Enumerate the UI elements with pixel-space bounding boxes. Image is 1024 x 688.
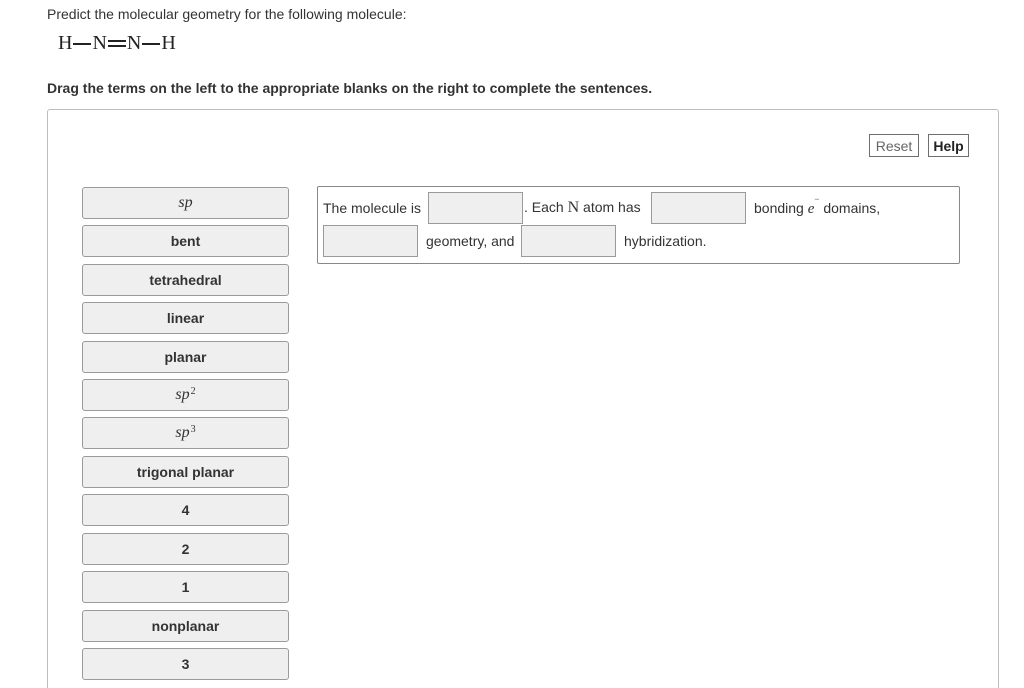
nitrogen-symbol: N	[567, 199, 580, 216]
term-tetrahedral[interactable]	[82, 264, 289, 296]
term-label: sp	[175, 386, 190, 403]
term-superscript: 2	[190, 385, 196, 397]
term-nonplanar[interactable]	[82, 610, 289, 642]
term-sp3[interactable]	[82, 417, 289, 449]
blank-hybridization[interactable]	[521, 225, 616, 257]
reset-button[interactable]: Reset	[869, 134, 919, 157]
blank-domain-count[interactable]	[651, 192, 746, 224]
term-label: 1	[181, 579, 190, 595]
sentence-text: geometry, and	[426, 233, 515, 249]
term-label: 2	[181, 541, 190, 557]
term-label: 4	[181, 502, 190, 518]
blank-molecular-geometry[interactable]	[428, 192, 523, 224]
term-label: tetrahedral	[149, 272, 222, 288]
help-button[interactable]: Help	[928, 134, 969, 157]
electron-letter: e	[807, 201, 815, 217]
term-bent[interactable]	[82, 225, 289, 257]
electron-symbol	[807, 194, 820, 217]
term-4[interactable]	[82, 494, 289, 526]
term-planar[interactable]	[82, 341, 289, 373]
term-3[interactable]	[82, 648, 289, 680]
atom-n-left: N	[92, 32, 107, 54]
sentence-text	[754, 194, 881, 218]
sentence-text: The molecule is	[323, 200, 422, 216]
atom-h-left: H	[58, 32, 73, 54]
electron-superscript: −	[814, 194, 820, 204]
atom-h-right: H	[161, 32, 176, 54]
instructions-text: Drag the terms on the left to the appropriate blanks on the right to complete the sentences.	[47, 80, 653, 96]
sentence-fragment: . Each	[524, 199, 568, 215]
term-2[interactable]	[82, 533, 289, 565]
question-text: Predict the molecular geometry for the following molecule:	[47, 6, 407, 22]
sentence-fragment: bonding	[754, 200, 808, 216]
sentence-fragment: domains,	[819, 200, 881, 216]
term-label: planar	[164, 349, 207, 365]
term-sp[interactable]	[82, 187, 289, 219]
single-bond	[142, 43, 160, 45]
term-sp2[interactable]	[82, 379, 289, 411]
term-label: linear	[166, 310, 205, 326]
term-linear[interactable]	[82, 302, 289, 334]
double-bond	[108, 40, 126, 47]
term-label: trigonal planar	[136, 464, 235, 480]
term-label: 3	[181, 656, 190, 672]
term-label: sp	[175, 424, 190, 441]
term-trigonal-planar[interactable]	[82, 456, 289, 488]
blank-electron-geometry[interactable]	[323, 225, 418, 257]
sentence-fragment: atom has	[579, 199, 641, 215]
atom-n-right: N	[126, 32, 142, 54]
term-1[interactable]	[82, 571, 289, 603]
sentence-text: hybridization.	[624, 233, 707, 249]
term-superscript: 3	[190, 423, 196, 435]
molecule-structure	[58, 32, 176, 55]
term-label: bent	[170, 233, 201, 249]
term-label: sp	[178, 194, 193, 211]
sentence-text	[524, 199, 641, 217]
term-label: nonplanar	[151, 618, 220, 634]
single-bond	[73, 43, 91, 45]
